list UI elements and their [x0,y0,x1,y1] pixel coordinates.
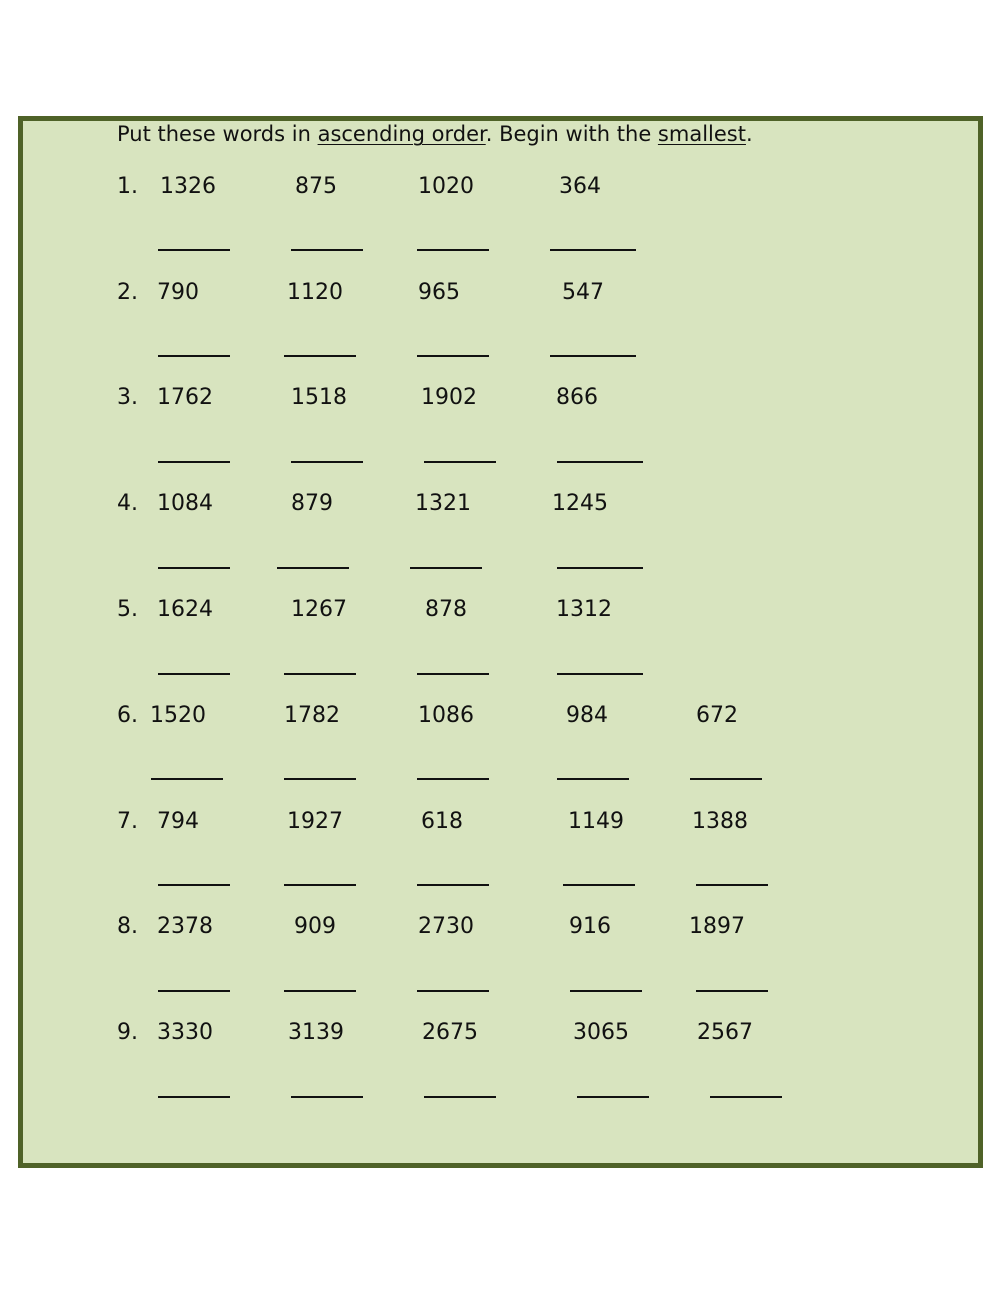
problem-4-number-2: 879 [291,491,333,516]
problem-9-number-1: 3330 [157,1020,213,1045]
problem-4-answer-blank-4[interactable] [557,567,643,569]
problem-9-label: 9. [117,1020,138,1045]
problem-6-answer-blank-1[interactable] [151,778,223,780]
problem-9-number-5: 2567 [697,1020,753,1045]
problem-1-label: 1. [117,174,138,199]
problem-8-answer-blank-4[interactable] [570,990,642,992]
problem-4-number-3: 1321 [415,491,471,516]
problem-8-label: 8. [117,914,138,939]
problem-2-answer-blank-4[interactable] [550,355,636,357]
problem-8-answer-blank-2[interactable] [284,990,356,992]
problem-7-answer-blank-5[interactable] [696,884,768,886]
problem-5-answer-blank-3[interactable] [417,673,489,675]
problem-6-answer-blank-5[interactable] [690,778,762,780]
problem-1-number-2: 875 [295,174,337,199]
problem-2-answer-blank-1[interactable] [158,355,230,357]
problem-2-number-2: 1120 [287,280,343,305]
problem-5-answer-blank-2[interactable] [284,673,356,675]
problem-1-answer-blank-4[interactable] [550,249,636,251]
problem-2-number-1: 790 [157,280,199,305]
problem-2-number-4: 547 [562,280,604,305]
instruction-smallest: smallest [657,122,746,146]
problem-8-answer-blank-5[interactable] [696,990,768,992]
problem-7-number-1: 794 [157,809,199,834]
problem-2-number-3: 965 [418,280,460,305]
problem-7-answer-blank-1[interactable] [158,884,230,886]
problem-5-answer-blank-1[interactable] [158,673,230,675]
problem-7-number-4: 1149 [568,809,624,834]
problem-7-number-2: 1927 [287,809,343,834]
problem-9-answer-blank-2[interactable] [291,1096,363,1098]
problem-6-answer-blank-2[interactable] [284,778,356,780]
problem-4-answer-blank-3[interactable] [410,567,482,569]
worksheet-panel [18,116,983,1168]
problem-6-number-2: 1782 [284,703,340,728]
problem-9-answer-blank-5[interactable] [710,1096,782,1098]
problem-9-answer-blank-3[interactable] [424,1096,496,1098]
problem-5-number-1: 1624 [157,597,213,622]
problem-3-number-3: 1902 [421,385,477,410]
problem-5-label: 5. [117,597,138,622]
problem-3-number-4: 866 [556,385,598,410]
problem-9-number-4: 3065 [573,1020,629,1045]
problem-4-answer-blank-2[interactable] [277,567,349,569]
problem-8-answer-blank-3[interactable] [417,990,489,992]
problem-8-number-4: 916 [569,914,611,939]
problem-2-answer-blank-2[interactable] [284,355,356,357]
problem-3-answer-blank-3[interactable] [424,461,496,463]
problem-9-answer-blank-1[interactable] [158,1096,230,1098]
problem-5-number-3: 878 [425,597,467,622]
problem-6-number-4: 984 [566,703,608,728]
instruction-part-3: . [745,122,753,146]
problem-7-number-3: 618 [421,809,463,834]
instruction-part-2: . Begin with the [485,122,658,146]
problem-5-answer-blank-4[interactable] [557,673,643,675]
problem-3-answer-blank-1[interactable] [158,461,230,463]
problem-8-number-1: 2378 [157,914,213,939]
problem-6-answer-blank-4[interactable] [557,778,629,780]
problem-6-number-3: 1086 [418,703,474,728]
problem-3-label: 3. [117,385,138,410]
problem-3-answer-blank-2[interactable] [291,461,363,463]
problem-4-label: 4. [117,491,138,516]
problem-6-answer-blank-3[interactable] [417,778,489,780]
problem-4-number-4: 1245 [552,491,608,516]
problem-2-label: 2. [117,280,138,305]
problem-9-number-3: 2675 [422,1020,478,1045]
problem-1-number-1: 1326 [160,174,216,199]
instruction-ascending-order: ascending order [317,122,486,146]
instruction-text [117,120,753,148]
problem-5-number-2: 1267 [291,597,347,622]
problem-6-number-1: 1520 [150,703,206,728]
problem-8-answer-blank-1[interactable] [158,990,230,992]
problem-2-answer-blank-3[interactable] [417,355,489,357]
problem-9-number-2: 3139 [288,1020,344,1045]
problem-3-answer-blank-4[interactable] [557,461,643,463]
problem-8-number-3: 2730 [418,914,474,939]
problem-1-answer-blank-1[interactable] [158,249,230,251]
instruction-part-1: Put these words in [117,122,318,146]
problem-3-number-1: 1762 [157,385,213,410]
problem-1-answer-blank-3[interactable] [417,249,489,251]
problem-7-answer-blank-2[interactable] [284,884,356,886]
problem-6-number-5: 672 [696,703,738,728]
problem-6-label: 6. [117,703,138,728]
problem-1-number-4: 364 [559,174,601,199]
problem-1-number-3: 1020 [418,174,474,199]
problem-3-number-2: 1518 [291,385,347,410]
problem-4-answer-blank-1[interactable] [158,567,230,569]
problem-8-number-5: 1897 [689,914,745,939]
problem-7-label: 7. [117,809,138,834]
problem-4-number-1: 1084 [157,491,213,516]
problem-7-number-5: 1388 [692,809,748,834]
problem-7-answer-blank-3[interactable] [417,884,489,886]
problem-9-answer-blank-4[interactable] [577,1096,649,1098]
problem-8-number-2: 909 [294,914,336,939]
problem-7-answer-blank-4[interactable] [563,884,635,886]
problem-5-number-4: 1312 [556,597,612,622]
problem-1-answer-blank-2[interactable] [291,249,363,251]
